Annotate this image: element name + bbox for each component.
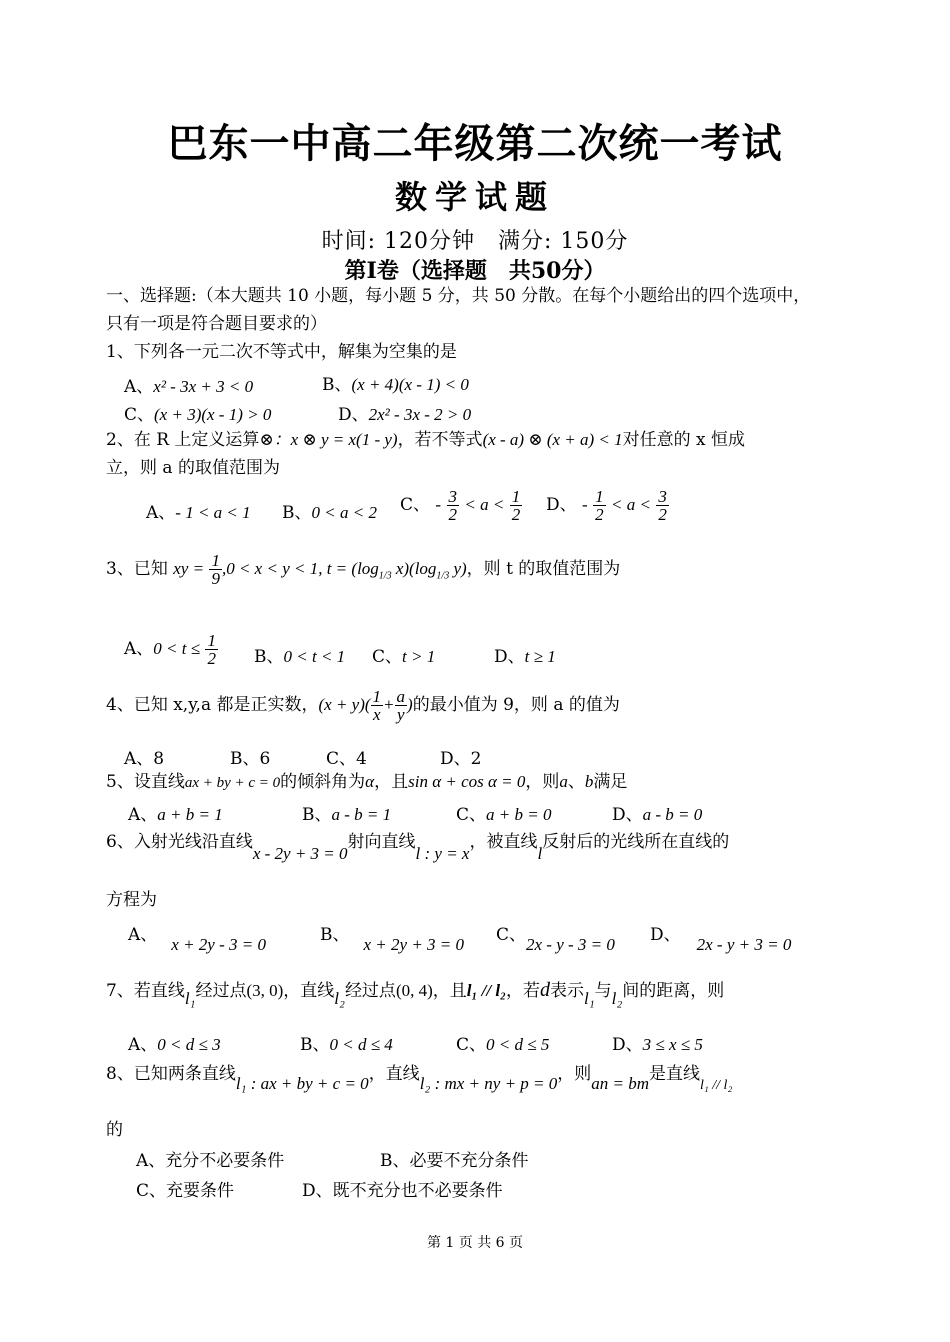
q3-option-c [372, 642, 435, 667]
q3-option-c-label: C、 [372, 647, 403, 667]
q6-stem-d: 反射后的光线所在直线的 [542, 832, 730, 852]
q5-option-b-label: B、 [302, 805, 332, 825]
q1-option-b [322, 370, 469, 395]
q2-option-b-expr: 0 < a < 2 [311, 503, 377, 522]
q5-var-a: a [559, 772, 568, 791]
q5-option-c-label: C、 [456, 805, 487, 825]
q1-option-c-expr: (x + 3)(x - 1) > 0 [154, 405, 272, 424]
q2-inequality: (x - a) ⊗ (x + a) < 1 [482, 430, 623, 449]
q3-option-a-expr: 0 < t ≤ [153, 639, 201, 658]
q7-stem-e: ，且 [432, 981, 467, 1001]
q4-option-c: C、4 [326, 749, 367, 769]
q6-option-a-expr: x + 2y - 3 = 0 [171, 935, 266, 954]
q2-option-b [282, 498, 377, 523]
q5-option-a [128, 800, 223, 825]
q4-frac-1 [371, 688, 384, 723]
q4-option-a: A、8 [124, 749, 165, 769]
q2-option-c [400, 488, 522, 523]
q7-option-a-expr: 0 < d ≤ 3 [157, 1035, 221, 1054]
q4-stem [106, 688, 620, 723]
q3-expr-xy: xy = [173, 559, 205, 578]
q5-stem [106, 770, 627, 795]
q4-plus: + [383, 695, 395, 714]
q3-frac [209, 552, 222, 587]
q1-option-a-label: A、 [124, 377, 154, 397]
q5-option-a-label: A、 [128, 805, 158, 825]
q3-option-a-num: 1 [207, 631, 216, 650]
q4-option-d: D、2 [440, 749, 482, 769]
q2-stem-a: 2、在 R 上定义运算 [106, 430, 260, 450]
q1-option-a [124, 372, 253, 397]
q8-option-a: A、充分不必要条件 [136, 1151, 285, 1171]
q6-var-l: l [537, 844, 543, 863]
q5-option-c [456, 800, 551, 825]
q3-expr-b: ,0 < x < y < 1, t = (log [221, 559, 379, 578]
q8-option-d: D、既不充分也不必要条件 [302, 1181, 503, 1201]
q3-option-b [254, 642, 345, 667]
q5-alpha: α [365, 772, 375, 791]
q6-option-d [650, 920, 792, 954]
q4-frac-1-num: 1 [372, 687, 382, 706]
q3-option-d-label: D、 [494, 647, 525, 667]
q8-option-b: B、必要不充分条件 [380, 1151, 529, 1171]
q4-stem-b: 的最小值为 9，则 a 的值为 [412, 695, 620, 715]
q2-option-d-lt: < a < [611, 495, 651, 514]
q7-parallel: l₁ // l₂ [466, 981, 507, 1000]
section-heading: 第Ⅰ卷（选择题 共50分） [344, 258, 606, 284]
q1-option-d-label: D、 [338, 405, 369, 425]
q6-option-a-label: A、 [128, 925, 158, 945]
q7-option-b-expr: 0 < d ≤ 4 [329, 1035, 393, 1054]
q2-operation: ⊗：x ⊗ y = x(1 - y) [259, 430, 398, 449]
q2-option-c-frac-left [447, 488, 460, 523]
q6-stem-c: ，被直线 [469, 832, 538, 852]
q1-option-d [338, 400, 471, 425]
q3-stem-b: ，则 t 的取值范围为 [466, 559, 621, 579]
q2-option-c-num-left: 3 [448, 487, 457, 506]
q3-option-a-den: 2 [207, 649, 216, 668]
q6-line-1: x - 2y + 3 = 0 [252, 844, 348, 863]
q7-stem-c: ，直线 [283, 981, 335, 1001]
q8-option-c: C、充要条件 [136, 1181, 235, 1201]
q3-option-a-frac [205, 632, 218, 667]
q7-option-b-label: B、 [300, 1035, 330, 1055]
q5-separator: 、 [567, 772, 585, 792]
q3-option-c-expr: t > 1 [402, 647, 436, 666]
q8-stem-line-1 [106, 1062, 733, 1093]
q3-log-base-2: 1/3 [436, 570, 450, 582]
q4-stem-a: 4、已知 x,y,a 都是正实数， [106, 695, 319, 715]
q5-option-a-expr: a + b = 1 [157, 805, 223, 824]
q2-option-c-minus: - [435, 495, 442, 514]
q8-condition: an = bm [591, 1074, 650, 1093]
q3-stem-a: 3、已知 [106, 559, 168, 579]
q2-option-d-num-right: 3 [658, 487, 667, 506]
q5-stem-e: 满足 [593, 772, 628, 792]
q6-option-b-label: B、 [320, 925, 350, 945]
q2-stem-b: ，若不等式 [397, 430, 483, 450]
q3-expr-c: x)(log [391, 559, 437, 578]
q6-option-d-label: D、 [650, 925, 681, 945]
q7-option-c [456, 1030, 549, 1055]
q8-stem-b: ，直线 [368, 1064, 420, 1084]
q7-option-a [128, 1030, 221, 1055]
q2-option-d-minus: - [582, 495, 588, 514]
q2-option-d-den-left: 2 [595, 505, 604, 524]
q2-option-d [546, 488, 669, 523]
q2-stem-line-2: 立，则 a 的取值范围为 [106, 458, 280, 478]
q1-option-d-expr: 2x² - 3x - 2 > 0 [368, 405, 472, 424]
q8-stem-line-2: 的 [106, 1120, 123, 1140]
q4-frac-2-den: y [397, 705, 405, 724]
q2-option-d-den-right: 2 [658, 505, 667, 524]
q2-option-b-label: B、 [282, 503, 312, 523]
q6-option-d-expr: 2x - y + 3 = 0 [696, 935, 792, 954]
q7-stem-f: ，若 [506, 981, 541, 1001]
q1-option-c-label: C、 [124, 405, 155, 425]
q4-expr-a: (x + y)( [318, 695, 371, 714]
q5-option-b-expr: a - b = 1 [331, 805, 392, 824]
q2-option-c-lt: < a < [464, 495, 505, 514]
q7-var-d: d [540, 979, 551, 1001]
q8-stem-c: ，则 [557, 1064, 592, 1084]
q3-frac-num: 1 [211, 551, 220, 570]
q8-line-2: l₂ : mx + ny + p = 0 [419, 1074, 558, 1093]
q7-stem-g: 表示 [550, 981, 585, 1001]
q2-option-c-frac-right [510, 488, 523, 523]
q5-option-d-expr: a - b = 0 [642, 805, 703, 824]
q6-option-b-expr: x + 2y + 3 = 0 [363, 935, 465, 954]
q6-line-2: l : y = x [415, 844, 470, 863]
q3-stem [106, 552, 620, 588]
q7-l1: l₁ [184, 989, 196, 1008]
q6-option-a [128, 920, 266, 954]
q2-option-d-num-left: 1 [595, 487, 604, 506]
q6-option-c-label: C、 [496, 925, 527, 945]
q5-stem-b: 的倾斜角为 [280, 772, 366, 792]
q2-option-c-label: C、 [400, 495, 431, 515]
intro-line-1: 一、选择题:（本大题共 10 小题，每小题 5 分，共 50 分散。在每个小题给出的四个选项中， [106, 286, 811, 306]
q8-stem-a: 8、已知两条直线 [106, 1064, 236, 1084]
q4-frac-1-den: x [373, 705, 381, 724]
q2-option-a-label: A、 [146, 503, 176, 523]
q2-option-a [146, 498, 251, 523]
q3-option-b-expr: 0 < t < 1 [283, 647, 346, 666]
q4-close-paren: ) [407, 695, 413, 714]
q8-stem-d: 是直线 [649, 1064, 701, 1084]
q1-option-a-expr: x² - 3x + 3 < 0 [153, 377, 254, 396]
q1-option-b-label: B、 [322, 375, 352, 395]
q4-option-b: B、6 [230, 749, 271, 769]
q6-option-c [496, 920, 615, 954]
q5-stem-d: ，则 [525, 772, 560, 792]
q5-option-c-expr: a + b = 0 [486, 805, 552, 824]
q4-frac-2-num: a [396, 687, 406, 706]
q7-stem-b: 经过点 [195, 981, 247, 1001]
q7-point-2: (0, 4) [395, 981, 433, 1000]
q7-stem [106, 978, 725, 1008]
q2-stem-c: 对任意的 x 恒成 [622, 430, 746, 450]
q2-option-d-label: D、 [546, 495, 577, 515]
q7-option-d [612, 1030, 703, 1055]
page-subtitle: 数学试题 [394, 178, 555, 216]
q7-l1-ref: l₁ [584, 989, 595, 1008]
q2-option-c-num-right: 1 [511, 487, 521, 506]
q3-expr-d: y) [449, 559, 467, 578]
q5-stem-c: ，且 [374, 772, 409, 792]
q7-stem-i: 间的距离，则 [622, 981, 725, 1001]
q7-stem-d: 经过点 [344, 981, 396, 1001]
q2-option-a-expr: - 1 < a < 1 [175, 503, 251, 522]
q7-option-c-expr: 0 < d ≤ 5 [486, 1035, 550, 1054]
q3-log-base-1: 1/3 [378, 570, 392, 582]
q7-option-d-label: D、 [612, 1035, 643, 1055]
q7-option-a-label: A、 [128, 1035, 158, 1055]
q7-option-c-label: C、 [456, 1035, 487, 1055]
q5-option-b [302, 800, 391, 825]
q2-option-c-den-left: 2 [448, 505, 457, 524]
q3-option-d [494, 642, 556, 667]
q7-option-b [300, 1030, 393, 1055]
q7-stem-h: 与 [594, 981, 612, 1001]
q7-l2: l₂ [334, 989, 345, 1008]
q7-stem-a: 7、若直线 [106, 981, 185, 1001]
q8-parallel: l₁ // l₂ [700, 1078, 733, 1093]
q6-stem-b: 射向直线 [347, 832, 416, 852]
q5-option-d-label: D、 [612, 805, 643, 825]
q1-stem: 1、下列各一元二次不等式中，解集为空集的是 [106, 342, 457, 362]
intro-line-2: 只有一项是符合题目要求的） [106, 314, 327, 334]
q2-stem-line-1 [106, 428, 745, 452]
q5-var-b: b [584, 772, 594, 791]
q3-option-d-expr: t ≥ 1 [524, 647, 556, 666]
q5-line: ax + by + c = 0 [184, 775, 281, 791]
q6-option-b [320, 920, 465, 954]
q5-condition: sin α + cos α = 0 [408, 772, 526, 791]
q4-frac-2 [395, 688, 408, 723]
q5-option-d [612, 800, 702, 825]
q3-option-b-label: B、 [254, 647, 284, 667]
q7-l2-ref: l₂ [611, 989, 623, 1008]
q3-option-a [124, 632, 218, 667]
q3-frac-den: 9 [211, 569, 220, 588]
q1-option-c [124, 400, 271, 425]
q6-stem-line-2: 方程为 [106, 890, 157, 910]
q2-option-d-frac-right [656, 488, 669, 523]
q7-option-d-expr: 3 ≤ x ≤ 5 [642, 1035, 703, 1054]
q1-option-b-expr: (x + 4)(x - 1) < 0 [351, 375, 469, 394]
q2-option-c-den-right: 2 [511, 505, 521, 524]
q6-option-c-expr: 2x - y - 3 = 0 [526, 935, 615, 954]
exam-time-info: 时间: 120分钟 满分: 150分 [321, 229, 629, 254]
q8-line-1: l₁ : ax + by + c = 0 [235, 1074, 369, 1093]
page-title: 巴东一中高二年级第二次统一考试 [167, 121, 783, 167]
q3-option-a-label: A、 [124, 639, 154, 659]
q6-stem-a: 6、入射光线沿直线 [106, 832, 253, 852]
q2-option-d-frac-left [593, 488, 606, 523]
q6-stem-line-1 [106, 830, 730, 863]
q7-point-1: (3, 0) [246, 981, 284, 1000]
q5-stem-a: 5、设直线 [106, 772, 185, 792]
page-footer: 第 1 页 共 6 页 [426, 1235, 524, 1251]
